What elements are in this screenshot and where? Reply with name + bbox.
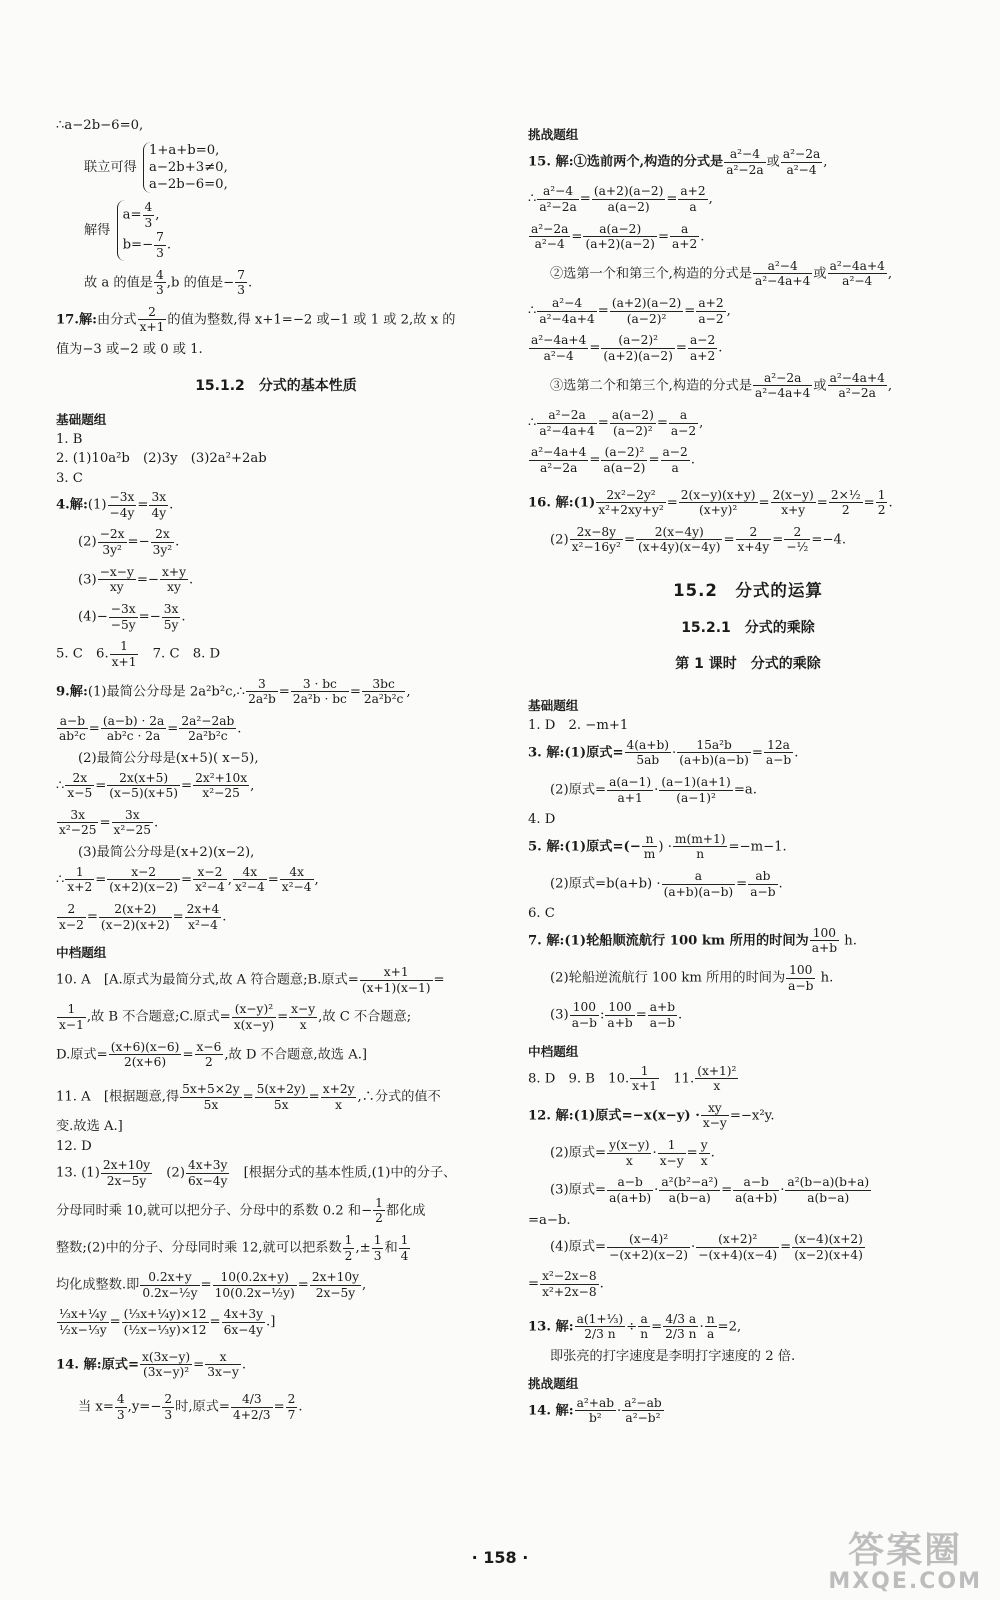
answer-r7a: 7. 解:(1)轮船顺流航行 100 km 所用的时间为 $\frac{100}{a+b}$ h.	[528, 925, 857, 956]
answer-16b: (2) $\frac{2x-8y}{\text{x²−16y²}}$ = $\frac{2(x-4y)}{(x+4y)(x-4y)}$ = $\frac{2}{x+4y}$ = $\frac{2}{\text{−½}}$ =−4.	[550, 524, 847, 555]
answer-4-4: (4)− $\frac{-3x}{-5y}$ =− $\frac{3x}{5y}$ .	[78, 601, 186, 632]
answer-15d: ②选第一个和第三个,构造的分式是 $\frac{\text{a²−4}}{\text{a²−4a+4}}$ 或 $\frac{\text{a²−4a+4}}{\text{a²−4}}$ ,	[550, 258, 893, 289]
answer-10a: 10. A [A.原式为最简分式,故 A 符合题意;B.原式= $\frac{x+1}{(x+1)(x-1)}$ =	[56, 965, 445, 995]
answer-14a: 14. 解:原式= $\frac{x(3x-y)}{\text{(3x−y)²}}$ = $\frac{x}{3x-y}$ .	[56, 1349, 247, 1380]
right-column	[528, 124, 968, 1433]
answer-13e: $\frac{\text{⅓x+¼y}}{\text{½x−⅓y}}$ = $\frac{\text{(⅓x+¼y)×12}}{\text{(½x−⅓y)×12}}$ = $\frac{4x+3y}{6x-4y}$ .]	[59, 1307, 276, 1338]
answer-9-3: (3)最简公分母是(x+2)(x−2),	[78, 845, 255, 861]
answer-r3a: 3. 解:(1)原式= $\frac{4(a+b)}{5ab}$ · $\frac{\text{15a²b}}{(a+b)(a-b)}$ = $\frac{12a}{a-b}$ .	[528, 737, 799, 768]
answer-5-8: 5. C 6. $\frac{1}{x+1}$ 7. C 8. D	[56, 639, 221, 669]
answer-9-1: 9.解:(1)最简公分母是 2a²b²c,∴ $\frac{3}{\text{2a²b}}$ = $\frac{3 \cdot bc}{\text{2a²b · bc}}$ = $\frac{3bc}{\text{2a²b²c}}$ ,	[56, 676, 411, 707]
q16-system: 联立可得 1+a+b=0, a−2b+3≠0, a−2b−6=0,	[84, 142, 228, 192]
answer-11: 11. A [根据题意,得 $\frac{5x+5\times 2y}{5x}$ = $\frac{5(x+2y)}{5x}$ = $\frac{x+2y}{x}$ ,∴分式的值不	[56, 1082, 441, 1112]
answer-12: 12. D	[56, 1138, 92, 1154]
answer-9-3c: $\frac{2}{x-2}$ = $\frac{2(x+2)}{(x-2)(x+2)}$ = $\frac{2x+4}{\text{x²−4}}$ .	[59, 901, 227, 932]
group-label-basic: 基础题组	[56, 411, 107, 427]
answer-9-2b: ∴ $\frac{2x}{x-5}$ = $\frac{2x(x+5)}{(x-5)(x+5)}$ = $\frac{\text{2x²+10x}}{\text{x²−25}}$ ,	[56, 770, 255, 801]
q16-solution: 解得 a= $\frac{4}{3}$ , b=− $\frac{7}{3}$ .	[84, 199, 172, 260]
answer-9-2c: $\frac{3x}{\text{x²−25}}$ = $\frac{3x}{\text{x²−25}}$ .	[59, 807, 159, 838]
answer-r13: 13. 解: $\frac{\text{a(1+⅓)}}{2/3 n}$ ÷ $\frac{a}{n}$ = $\frac{4/3 a}{2/3 n}$ · $\frac{n}{a}$ =2,	[528, 1311, 742, 1342]
answer-3: 3. C	[56, 470, 83, 486]
section-title-lesson-1: 第 1 课时 分式的乘除	[675, 656, 821, 673]
answer-15c: $\frac{\text{a²−2a}}{\text{a²−4}}$ = $\frac{a(a-2)}{(a+2)(a-2)}$ = $\frac{a}{a+2}$ .	[531, 221, 705, 252]
answer-r5b: (2)原式=b(a+b) · $\frac{a}{(a+b)(a-b)}$ = $\frac{ab}{a-b}$ .	[550, 868, 783, 899]
section-title-15-2-1: 15.2.1 分式的乘除	[681, 620, 815, 637]
answer-r12b: (2)原式= $\frac{y(x-y)}{x}$ · $\frac{1}{x-y}$ = $\frac{y}{x}$ .	[550, 1138, 715, 1168]
answer-9-3b: ∴ $\frac{1}{x+2}$ = $\frac{x-2}{(x+2)(x-2)}$ = $\frac{x-2}{\text{x²−4}}$ , $\frac{4x}{\text{x²−4}}$ = $\frac{4x}{\text{x²−4}}$ ,	[56, 864, 319, 895]
answer-15e: ∴ $\frac{\text{a²−4}}{\text{a²−4a+4}}$ = $\frac{(a+2)(a-2)}{\text{(a−2)²}}$ = $\frac{a+2}{a-2}$ ,	[528, 296, 731, 326]
q17-line2: 值为−3 或−2 或 0 或 1.	[56, 342, 203, 358]
answer-4-1: 4.解:(1) $\frac{-3x}{-4y}$ = $\frac{3x}{4y}$ .	[56, 490, 174, 520]
q16-line1: ∴a−2b−6=0,	[56, 118, 144, 133]
watermark-url: MXQE.COM	[828, 1569, 982, 1594]
answer-r14: 14. 解: $\frac{\text{a²+ab}}{\text{b²}}$ · $\frac{\text{a²−ab}}{\text{a²−b²}}$	[528, 1395, 662, 1426]
watermark	[828, 1530, 982, 1594]
answer-r12c: (3)原式= $\frac{a-b}{a(a+b)}$ · $\frac{\text{a²(b²−a²)}}{a(b-a)}$ = $\frac{a-b}{a(a+b)}$ · $\frac{\text{a²(b−a)(b+a)}}{a(b-a)}$	[550, 1175, 870, 1206]
answer-r12e: = $\frac{\text{x²−2x−8}}{\text{x²+2x−8}}$ .	[528, 1269, 604, 1300]
q16-conclusion: 故 a 的值是 $\frac{4}{3}$ ,b 的值是− $\frac{7}{3}$ .	[84, 267, 253, 298]
answer-2: 2. (1)10a²b (2)3y (3)2a²+2ab	[56, 451, 267, 467]
answer-r8-11: 8. D 9. B 10. $\frac{1}{x+1}$ 11. $\frac{\text{(x+1)²}}{x}$	[528, 1063, 737, 1094]
answer-10c: D.原式= $\frac{(x+6)(x-6)}{2(x+6)}$ = $\frac{x-6}{2}$ ,故 D 不合题意,故选 A.]	[56, 1039, 368, 1070]
answer-r5a: 5. 解:(1)原式=(− $\frac{n}{m}$ ) · $\frac{m(m+1)}{n}$ =−m−1.	[528, 831, 787, 862]
answer-4-2: (2) $\frac{-2x}{\text{3y²}}$ =− $\frac{2x}{\text{3y²}}$ .	[78, 527, 180, 558]
answer-r3b: (2)原式= $\frac{a(a-1)}{a+1}$ · $\frac{(a-1)(a+1)}{\text{(a−1)²}}$ =a.	[550, 774, 757, 805]
answer-15h: ∴ $\frac{\text{a²−2a}}{\text{a²−4a+4}}$ = $\frac{a(a-2)}{\text{(a−2)²}}$ = $\frac{a}{a-2}$ ,	[528, 407, 704, 438]
group-label-mid-2: 中档题组	[528, 1043, 579, 1059]
answer-15i: $\frac{\text{a²−4a+4}}{\text{a²−2a}}$ = $\frac{\text{(a−2)²}}{a(a-2)}$ = $\frac{a-2}{a}$ .	[531, 445, 695, 475]
group-label-basic-2: 基础题组	[528, 698, 579, 714]
answer-9-1b: $\frac{a-b}{\text{ab²c}}$ = $\frac{(a-b) \cdot 2a}{\text{ab²c · 2a}}$ = $\frac{\text{2a²−2ab}}{\text{2a²b²c}}$ .	[59, 713, 242, 744]
answer-r12d: (4)原式= $\frac{\text{(x−4)²}}{-(x+2)(x-2)}$ · $\frac{\text{(x+2)²}}{-(x+4)(x-4)}$ = $\frac{(x-4)(x+2)}{(x-2)(x+4)}$	[550, 1232, 863, 1262]
answer-r6: 6. C	[528, 906, 555, 922]
answer-r7b: (2)轮船逆流航行 100 km 所用的时间为 $\frac{100}{a-b}$ h.	[550, 963, 834, 993]
answer-15f: $\frac{\text{a²−4a+4}}{\text{a²−4}}$ = $\frac{\text{(a−2)²}}{(a+2)(a-2)}$ = $\frac{a-2}{a+2}$ .	[531, 333, 723, 364]
answer-9-2: (2)最简公分母是(x+5)( x−5),	[78, 751, 259, 767]
left-column	[56, 118, 496, 1429]
answer-r4: 4. D	[528, 812, 556, 828]
answer-14b: 当 x= $\frac{4}{3}$ ,y=− $\frac{2}{3}$ 时,原式= $\frac{4/3}{4+2/3}$ = $\frac{2}{7}$ .	[78, 1392, 303, 1422]
answer-15b: ∴ $\frac{\text{a²−4}}{\text{a²−2a}}$ = $\frac{(a+2)(a-2)}{a(a-2)}$ = $\frac{a+2}{a}$ ,	[528, 184, 713, 214]
page-number: · 158 ·	[471, 1548, 529, 1567]
group-label-challenge: 挑战题组	[528, 127, 579, 142]
answer-13d: 均化成整数.即 $\frac{0.2x+y}{\text{0.2x−½y}}$ = $\frac{10(0.2x+y)}{\text{10(0.2x−½y)}}$ = $\frac{2x+10y}{2x-5y}$ ,	[56, 1270, 367, 1300]
answer-11b: 变.故选 A.]	[56, 1119, 123, 1135]
watermark-logo-text: 答案圈	[848, 1530, 963, 1571]
section-title-15-1-2: 15.1.2 分式的基本性质	[195, 377, 357, 394]
answer-r12c-tail: =a−b.	[528, 1212, 571, 1228]
answer-1: 1. B	[56, 431, 83, 447]
group-label-mid: 中档题组	[56, 945, 107, 961]
answer-15g: ③选第二个和第三个,构造的分式是 $\frac{\text{a²−2a}}{\text{a²−4a+4}}$ 或 $\frac{\text{a²−4a+4}}{\text{a²−2a}}$ ,	[550, 370, 893, 401]
answer-13c: 整数;(2)中的分子、分母同时乘 12,就可以把系数 $\frac{1}{2}$ ,± $\frac{1}{3}$ 和 $\frac{1}{4}$	[56, 1232, 409, 1263]
answer-13b: 分母同时乘 10,就可以把分子、分母中的系数 0.2 和− $\frac{1}{2}$ 都化成	[56, 1195, 426, 1226]
equation-system: 1+a+b=0, a−2b+3≠0, a−2b−6=0,	[143, 142, 228, 193]
answer-4-3: (3) $\frac{-x-y}{xy}$ =− $\frac{x+y}{xy}$ .	[78, 564, 194, 595]
solution-system: a= $\frac{4}{3}$ , b=− $\frac{7}{3}$ .	[117, 200, 172, 261]
answer-r1: 1. D 2. −m+1	[528, 718, 629, 734]
group-label-challenge-2: 挑战题组	[528, 1375, 579, 1391]
answer-r13b: 即张亮的打字速度是李明打字速度的 2 倍.	[550, 1349, 796, 1365]
q17: 17.解:由分式 $\frac{2}{x+1}$ 的值为整数,得 x+1=−2 或−1 或 1 或 2,故 x 的	[56, 304, 456, 335]
answer-r12a: 12. 解:(1)原式=−x(x−y) · $\frac{xy}{x-y}$ =−x²y.	[528, 1100, 775, 1131]
answer-15a: 15. 解:①选前两个,构造的分式是 $\frac{\text{a²−4}}{\text{a²−2a}}$ 或 $\frac{\text{a²−2a}}{\text{a²−4}}$ ,	[528, 147, 828, 177]
answer-10b: $\frac{1}{x-1}$ ,故 B 不合题意;C.原式= $\frac{\text{(x−y)²}}{x(x-y)}$ = $\frac{x-y}{x}$ ,故 C 不合题意;	[59, 1002, 412, 1033]
answer-16a: 16. 解:(1) $\frac{\text{2x²−2y²}}{\text{x²+2xy+y²}}$ = $\frac{2(x-y)(x+y)}{\text{(x+y)²}}$ = $\frac{2(x-y)}{x+y}$ = $\frac{\text{2×½}}{2}$ = $\frac{1}{2}$ .	[528, 487, 893, 518]
section-title-15-2: 15.2 分式的运算	[673, 581, 823, 601]
answer-13a: 13. (1) $\frac{2x+10y}{2x-5y}$ (2) $\frac{4x+3y}{6x-4y}$ [根据分式的基本性质,(1)中的分子、	[56, 1158, 457, 1188]
answer-r7c: (3) $\frac{100}{a-b}$ : $\frac{100}{a+b}$ = $\frac{a+b}{a-b}$ .	[550, 1000, 683, 1030]
